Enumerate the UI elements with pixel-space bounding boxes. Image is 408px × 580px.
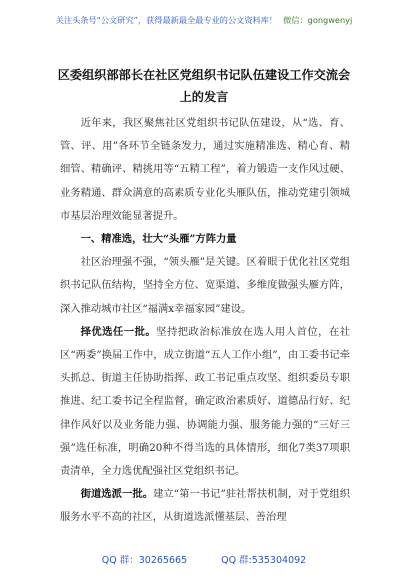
section-heading: 一、精准选，壮大“头雁”方阵力量 xyxy=(80,233,237,246)
paragraph-text: 坚持把政治标准放在选人用人首位，在社区“两委”换届工作中，成立街道“五人工作小组”，由工委书记牵头抓总、街道主任协助指挥、政工书记重点攻坚、组织委员专职推进、纪工委书记全程监督，确定政治素质好、道德品行好、纪律作风好以及业务能力强、协调能力强、服务能力强的“三好三强”选任标准，明确20种不得当选的具体情形，细化7类37项职责清单，全力选优配强社区党组织书记。 xyxy=(60,325,351,478)
paragraph xyxy=(60,321,350,483)
paragraph-intro: 近年来，我区聚焦社区党组织书记队伍建设，从“选、育、管、评、用”各环节全链条发力，通过实施精准选、精心育、精细管、精确评、精挑用等“五精工程”，着力锻造一支作风过硬、业务精通、群众满意的高素质专业化头雁队伍，推动党建引领城市基层治理效能显著提升。 xyxy=(60,117,350,222)
header-banner xyxy=(0,0,408,40)
footer-qq-group-2: QQ 群:535304092 xyxy=(221,555,307,566)
paragraph-text: 建立“第一书记”驻社帮扶机制，对于党组织服务水平不高的社区，从街道选派懂基层、善治理 xyxy=(60,488,351,524)
paragraph-lead: 择优选任一批。 xyxy=(80,325,157,338)
footer-qq-group-1: QQ 群：30265665 xyxy=(101,555,188,566)
page-title: 区委组织部部长在社区党组织书记队伍建设工作交流会上的发言 xyxy=(57,68,351,104)
footer xyxy=(0,552,408,574)
header-wechat: 微信：gongwenyj xyxy=(283,14,353,25)
document-body xyxy=(60,112,350,530)
paragraph xyxy=(60,483,350,529)
header-banner-text: 关注头条号“公文研究”，获得最新最全最专业的公文资料库！ xyxy=(55,14,278,25)
paragraph-lead: 街道选派一批。 xyxy=(80,488,154,501)
paragraph: 社区治理强不强，“领头雁”是关键。区着眼于优化社区党组织书记队伍结构，坚持全方位、宽渠道、多维度做强头雁方阵，深入推动城市社区“福满x幸福家园”建设。 xyxy=(60,256,350,315)
